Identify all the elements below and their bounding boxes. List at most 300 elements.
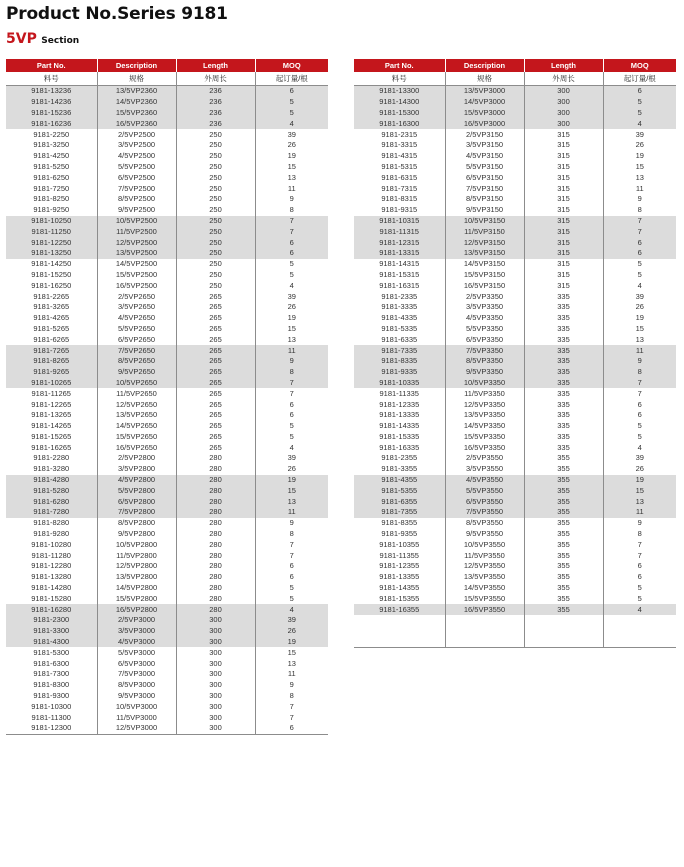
cell-description: 14/5VP3000 xyxy=(445,97,524,108)
table-row xyxy=(6,237,328,248)
cell-length: 280 xyxy=(176,475,255,486)
cell-part-no: 9181-9315 xyxy=(381,205,418,215)
cell-moq: 7 xyxy=(603,378,676,389)
table-row xyxy=(354,378,676,389)
table-row xyxy=(6,399,328,410)
cell-description: 5/5VP3550 xyxy=(445,485,524,496)
table-row xyxy=(6,183,328,194)
table-row xyxy=(6,507,328,518)
cell-moq: 26 xyxy=(255,140,328,151)
header-row xyxy=(6,59,328,72)
cell-length: 265 xyxy=(176,334,255,345)
subheader-moq: 起订量/根 xyxy=(255,72,328,86)
table-body-left xyxy=(6,86,328,735)
cell-part-no: 9181-16315 xyxy=(379,280,420,290)
cell-description: 6/5VP3350 xyxy=(445,334,524,345)
cell-description: 3/5VP3150 xyxy=(445,140,524,151)
cell-length: 280 xyxy=(176,529,255,540)
table-row xyxy=(6,97,328,108)
cell-moq: 9 xyxy=(603,194,676,205)
cell-length: 355 xyxy=(524,593,603,604)
cell-description: 4/5VP3000 xyxy=(97,637,176,648)
cell-description: 4/5VP3550 xyxy=(445,475,524,486)
cell-part-no: 9181-12280 xyxy=(31,561,72,571)
cell-moq: 5 xyxy=(603,421,676,432)
cell-description: 5/5VP3150 xyxy=(445,162,524,173)
cell-part-no: 9181-3280 xyxy=(33,464,70,474)
cell-part-no: 9181-11265 xyxy=(31,388,71,398)
table-row xyxy=(354,550,676,561)
cell-moq: 7 xyxy=(255,378,328,389)
table-row xyxy=(354,464,676,475)
cell-description: 8/5VP3550 xyxy=(445,518,524,529)
cell-length: 355 xyxy=(524,453,603,464)
cell-part-no: 9181-6300 xyxy=(33,658,70,668)
cell-moq: 7 xyxy=(255,388,328,399)
cell-length: 250 xyxy=(176,172,255,183)
cell-length: 265 xyxy=(176,442,255,453)
filler-cell xyxy=(354,615,445,648)
cell-moq: 5 xyxy=(603,593,676,604)
cell-length: 265 xyxy=(176,378,255,389)
cell-length: 315 xyxy=(524,237,603,248)
cell-part-no: 9181-13280 xyxy=(31,572,72,582)
cell-moq: 6 xyxy=(255,86,328,97)
cell-moq: 26 xyxy=(255,626,328,637)
cell-moq: 13 xyxy=(255,172,328,183)
cell-part-no: 9181-11300 xyxy=(31,712,71,722)
table-row xyxy=(354,442,676,453)
table-row xyxy=(354,561,676,572)
cell-length: 250 xyxy=(176,237,255,248)
cell-length: 315 xyxy=(524,129,603,140)
cell-length: 335 xyxy=(524,356,603,367)
cell-moq: 11 xyxy=(255,669,328,680)
cell-part-no: 9181-10335 xyxy=(354,378,445,389)
cell-part-no: 9181-10280 xyxy=(31,539,72,549)
cell-description: 15/5VP3550 xyxy=(445,593,524,604)
cell-description: 10/5VP2500 xyxy=(97,216,176,227)
table-row xyxy=(354,324,676,335)
cell-moq: 11 xyxy=(255,507,328,518)
subheader-length: 外周长 xyxy=(176,72,255,86)
cell-part-no: 9181-8300 xyxy=(33,680,70,690)
cell-part-no: 9181-14236 xyxy=(6,97,97,108)
cell-description: 13/5VP3550 xyxy=(445,572,524,583)
table-row xyxy=(6,86,328,97)
table-row xyxy=(6,108,328,119)
cell-description: 16/5VP2800 xyxy=(97,604,176,615)
cell-moq: 6 xyxy=(603,399,676,410)
cell-part-no: 9181-15335 xyxy=(379,431,420,441)
cell-part-no: 9181-13315 xyxy=(354,248,445,259)
cell-part-no: 9181-5355 xyxy=(354,485,445,496)
cell-description: 11/5VP3350 xyxy=(445,388,524,399)
cell-length: 265 xyxy=(176,345,255,356)
cell-length: 300 xyxy=(176,637,255,648)
cell-length: 335 xyxy=(524,334,603,345)
cell-part-no: 9181-5265 xyxy=(33,323,70,333)
filler-cell xyxy=(445,615,524,648)
section-heading xyxy=(6,30,79,48)
cell-description: 6/5VP2800 xyxy=(97,496,176,507)
cell-length: 250 xyxy=(176,140,255,151)
cell-moq: 6 xyxy=(255,572,328,583)
cell-part-no: 9181-12315 xyxy=(354,237,445,248)
cell-part-no: 9181-8250 xyxy=(33,194,70,204)
cell-length: 265 xyxy=(176,432,255,443)
cell-length: 355 xyxy=(524,475,603,486)
cell-moq: 11 xyxy=(603,507,676,518)
table-row xyxy=(354,259,676,270)
table-row xyxy=(6,270,328,281)
subheader-part-no: 料号 xyxy=(354,72,445,86)
cell-moq: 19 xyxy=(255,637,328,648)
cell-description: 7/5VP3350 xyxy=(445,345,524,356)
cell-moq: 4 xyxy=(255,442,328,453)
cell-moq: 15 xyxy=(255,485,328,496)
table-row xyxy=(6,550,328,561)
cell-moq: 4 xyxy=(255,280,328,291)
cell-part-no: 9181-14265 xyxy=(31,421,72,431)
cell-part-no: 9181-15250 xyxy=(31,269,72,279)
cell-part-no: 9181-3355 xyxy=(381,464,418,474)
cell-description: 13/5VP2360 xyxy=(97,86,176,97)
cell-moq: 4 xyxy=(255,118,328,129)
cell-description: 3/5VP3550 xyxy=(445,464,524,475)
cell-moq: 8 xyxy=(255,367,328,378)
table-filler xyxy=(354,615,676,648)
cell-part-no: 9181-8335 xyxy=(354,356,445,367)
table-row xyxy=(6,334,328,345)
cell-part-no: 9181-9355 xyxy=(381,529,418,539)
cell-moq: 5 xyxy=(603,108,676,119)
cell-description: 10/5VP3550 xyxy=(445,539,524,550)
cell-moq: 5 xyxy=(255,593,328,604)
cell-length: 355 xyxy=(524,518,603,529)
cell-length: 265 xyxy=(176,313,255,324)
cell-description: 13/5VP3350 xyxy=(445,410,524,421)
cell-description: 8/5VP2500 xyxy=(97,194,176,205)
table-row xyxy=(6,647,328,658)
cell-moq: 5 xyxy=(255,421,328,432)
cell-description: 8/5VP3150 xyxy=(445,194,524,205)
table-row xyxy=(6,637,328,648)
header-description: Description xyxy=(445,59,524,72)
table-row xyxy=(6,669,328,680)
cell-description: 10/5VP3000 xyxy=(97,701,176,712)
cell-part-no: 9181-16250 xyxy=(31,280,72,290)
cell-length: 335 xyxy=(524,291,603,302)
cell-length: 250 xyxy=(176,194,255,205)
cell-length: 280 xyxy=(176,550,255,561)
cell-part-no: 9181-14250 xyxy=(31,259,72,269)
cell-moq: 6 xyxy=(603,248,676,259)
cell-length: 300 xyxy=(176,615,255,626)
table-row xyxy=(6,691,328,702)
cell-moq: 15 xyxy=(603,324,676,335)
cell-description: 13/5VP3150 xyxy=(445,248,524,259)
cell-moq: 26 xyxy=(255,302,328,313)
cell-part-no: 9181-11280 xyxy=(31,550,71,560)
cell-moq: 6 xyxy=(255,410,328,421)
subheader-moq: 起订量/根 xyxy=(603,72,676,86)
table-row xyxy=(354,345,676,356)
cell-length: 355 xyxy=(524,485,603,496)
cell-length: 335 xyxy=(524,378,603,389)
table-row xyxy=(354,86,676,97)
table-row xyxy=(354,367,676,378)
cell-moq: 9 xyxy=(255,194,328,205)
cell-description: 11/5VP3150 xyxy=(445,226,524,237)
page-title: Product No.Series 9181 xyxy=(6,4,228,24)
cell-length: 236 xyxy=(176,97,255,108)
cell-part-no: 9181-11250 xyxy=(6,226,97,237)
cell-description: 8/5VP3000 xyxy=(97,680,176,691)
cell-moq: 19 xyxy=(255,475,328,486)
cell-description: 5/5VP2500 xyxy=(97,162,176,173)
table-row xyxy=(354,334,676,345)
table-row xyxy=(354,248,676,259)
cell-moq: 39 xyxy=(603,291,676,302)
cell-part-no: 9181-12335 xyxy=(379,399,420,409)
cell-length: 315 xyxy=(524,183,603,194)
cell-moq: 7 xyxy=(255,712,328,723)
table-row xyxy=(354,421,676,432)
cell-moq: 13 xyxy=(603,172,676,183)
cell-moq: 39 xyxy=(255,129,328,140)
header-row xyxy=(354,59,676,72)
cell-description: 15/5VP2650 xyxy=(97,432,176,443)
table-row xyxy=(354,162,676,173)
cell-moq: 4 xyxy=(603,604,676,615)
cell-length: 280 xyxy=(176,453,255,464)
cell-part-no: 9181-10265 xyxy=(6,378,97,389)
cell-moq: 11 xyxy=(255,183,328,194)
cell-length: 300 xyxy=(524,118,603,129)
table-row xyxy=(354,518,676,529)
cell-part-no: 9181-3250 xyxy=(33,140,70,150)
cell-description: 15/5VP2800 xyxy=(97,593,176,604)
cell-moq: 15 xyxy=(603,162,676,173)
cell-part-no: 9181-2265 xyxy=(33,291,70,301)
cell-part-no: 9181-6280 xyxy=(6,496,97,507)
cell-description: 14/5VP2650 xyxy=(97,421,176,432)
cell-part-no: 9181-9280 xyxy=(33,529,70,539)
cell-moq: 4 xyxy=(255,604,328,615)
cell-moq: 11 xyxy=(255,345,328,356)
cell-length: 335 xyxy=(524,421,603,432)
table-row xyxy=(6,496,328,507)
table-row xyxy=(354,194,676,205)
table-row xyxy=(6,464,328,475)
cell-length: 280 xyxy=(176,604,255,615)
cell-length: 280 xyxy=(176,583,255,594)
table-row xyxy=(354,475,676,486)
cell-moq: 7 xyxy=(255,550,328,561)
cell-description: 7/5VP3550 xyxy=(445,507,524,518)
cell-length: 265 xyxy=(176,367,255,378)
table-row xyxy=(6,626,328,637)
cell-part-no: 9181-5335 xyxy=(381,323,418,333)
table-row xyxy=(354,432,676,443)
cell-part-no: 9181-11355 xyxy=(379,550,419,560)
cell-part-no: 9181-5300 xyxy=(33,647,70,657)
cell-moq: 5 xyxy=(255,583,328,594)
cell-part-no: 9181-7265 xyxy=(6,345,97,356)
cell-part-no: 9181-2300 xyxy=(6,615,97,626)
header-part-no: Part No. xyxy=(354,59,445,72)
table-row xyxy=(354,97,676,108)
cell-length: 250 xyxy=(176,151,255,162)
filler-cell xyxy=(603,615,676,648)
cell-description: 15/5VP3350 xyxy=(445,432,524,443)
subheader-row xyxy=(354,72,676,86)
cell-moq: 39 xyxy=(255,453,328,464)
cell-part-no: 9181-11335 xyxy=(379,388,419,398)
cell-length: 250 xyxy=(176,259,255,270)
cell-part-no: 9181-5250 xyxy=(33,161,70,171)
table-row xyxy=(6,475,328,486)
cell-length: 355 xyxy=(524,496,603,507)
cell-description: 13/5VP3000 xyxy=(445,86,524,97)
cell-part-no: 9181-16236 xyxy=(6,118,97,129)
table-row xyxy=(354,140,676,151)
cell-description: 12/5VP3150 xyxy=(445,237,524,248)
cell-moq: 15 xyxy=(255,162,328,173)
cell-description: 4/5VP2500 xyxy=(97,151,176,162)
cell-description: 7/5VP3000 xyxy=(97,669,176,680)
cell-length: 265 xyxy=(176,399,255,410)
cell-length: 300 xyxy=(524,86,603,97)
cell-moq: 6 xyxy=(603,410,676,421)
cell-moq: 13 xyxy=(255,334,328,345)
cell-description: 7/5VP2500 xyxy=(97,183,176,194)
cell-part-no: 9181-15300 xyxy=(354,108,445,119)
table-row xyxy=(354,539,676,550)
cell-part-no: 9181-15315 xyxy=(379,269,420,279)
cell-part-no: 9181-6355 xyxy=(354,496,445,507)
cell-description: 14/5VP2500 xyxy=(97,259,176,270)
cell-description: 14/5VP3350 xyxy=(445,421,524,432)
cell-length: 315 xyxy=(524,172,603,183)
cell-length: 250 xyxy=(176,205,255,216)
cell-moq: 13 xyxy=(603,496,676,507)
cell-moq: 39 xyxy=(603,453,676,464)
cell-length: 355 xyxy=(524,550,603,561)
cell-length: 265 xyxy=(176,324,255,335)
cell-description: 2/5VP3550 xyxy=(445,453,524,464)
cell-part-no: 9181-14280 xyxy=(31,583,72,593)
cell-length: 315 xyxy=(524,194,603,205)
cell-length: 335 xyxy=(524,302,603,313)
cell-length: 355 xyxy=(524,529,603,540)
cell-description: 11/5VP2500 xyxy=(97,226,176,237)
cell-description: 10/5VP3350 xyxy=(445,378,524,389)
subheader-description: 规格 xyxy=(97,72,176,86)
cell-length: 315 xyxy=(524,280,603,291)
cell-length: 300 xyxy=(176,647,255,658)
cell-description: 6/5VP2500 xyxy=(97,172,176,183)
table-row xyxy=(6,442,328,453)
cell-part-no: 9181-13265 xyxy=(31,410,72,420)
cell-part-no: 9181-7300 xyxy=(33,669,70,679)
table-row xyxy=(6,172,328,183)
table-row xyxy=(354,453,676,464)
cell-moq: 8 xyxy=(255,205,328,216)
cell-description: 7/5VP2650 xyxy=(97,345,176,356)
cell-moq: 19 xyxy=(603,151,676,162)
cell-description: 9/5VP2800 xyxy=(97,529,176,540)
cell-moq: 6 xyxy=(603,237,676,248)
cell-part-no: 9181-14355 xyxy=(379,583,420,593)
cell-length: 280 xyxy=(176,507,255,518)
cell-length: 335 xyxy=(524,432,603,443)
cell-description: 9/5VP3350 xyxy=(445,367,524,378)
cell-length: 315 xyxy=(524,205,603,216)
cell-part-no: 9181-13355 xyxy=(379,572,420,582)
table-row xyxy=(354,118,676,129)
table-row xyxy=(6,583,328,594)
cell-length: 236 xyxy=(176,118,255,129)
cell-part-no: 9181-7335 xyxy=(354,345,445,356)
cell-part-no: 9181-9265 xyxy=(6,367,97,378)
cell-part-no: 9181-9300 xyxy=(33,691,70,701)
cell-part-no: 9181-7315 xyxy=(381,183,418,193)
cell-part-no: 9181-11315 xyxy=(354,226,445,237)
cell-length: 300 xyxy=(176,669,255,680)
table-row xyxy=(6,421,328,432)
cell-length: 280 xyxy=(176,539,255,550)
cell-length: 265 xyxy=(176,388,255,399)
cell-part-no: 9181-2355 xyxy=(381,453,418,463)
cell-length: 300 xyxy=(176,658,255,669)
cell-length: 355 xyxy=(524,604,603,615)
cell-description: 2/5VP2500 xyxy=(97,129,176,140)
table-row xyxy=(354,151,676,162)
cell-part-no: 9181-3300 xyxy=(6,626,97,637)
cell-part-no: 9181-12300 xyxy=(31,723,72,733)
cell-description: 6/5VP2650 xyxy=(97,334,176,345)
table-row xyxy=(6,615,328,626)
cell-length: 300 xyxy=(176,680,255,691)
cell-moq: 5 xyxy=(603,270,676,281)
cell-description: 4/5VP3150 xyxy=(445,151,524,162)
table-row xyxy=(6,701,328,712)
table-row xyxy=(6,302,328,313)
cell-part-no: 9181-5315 xyxy=(381,161,418,171)
cell-moq: 7 xyxy=(255,226,328,237)
cell-length: 300 xyxy=(176,626,255,637)
cell-part-no: 9181-10315 xyxy=(354,216,445,227)
table-row xyxy=(6,593,328,604)
table-row xyxy=(354,507,676,518)
cell-length: 300 xyxy=(176,701,255,712)
cell-moq: 15 xyxy=(255,324,328,335)
cell-description: 15/5VP3150 xyxy=(445,270,524,281)
cell-part-no: 9181-14335 xyxy=(379,421,420,431)
cell-part-no: 9181-13250 xyxy=(6,248,97,259)
table-row xyxy=(6,367,328,378)
cell-length: 335 xyxy=(524,388,603,399)
cell-description: 14/5VP2800 xyxy=(97,583,176,594)
cell-length: 280 xyxy=(176,518,255,529)
cell-part-no: 9181-13236 xyxy=(6,86,97,97)
table-row xyxy=(354,313,676,324)
table-row xyxy=(6,345,328,356)
cell-description: 11/5VP3000 xyxy=(97,712,176,723)
cell-length: 300 xyxy=(524,97,603,108)
